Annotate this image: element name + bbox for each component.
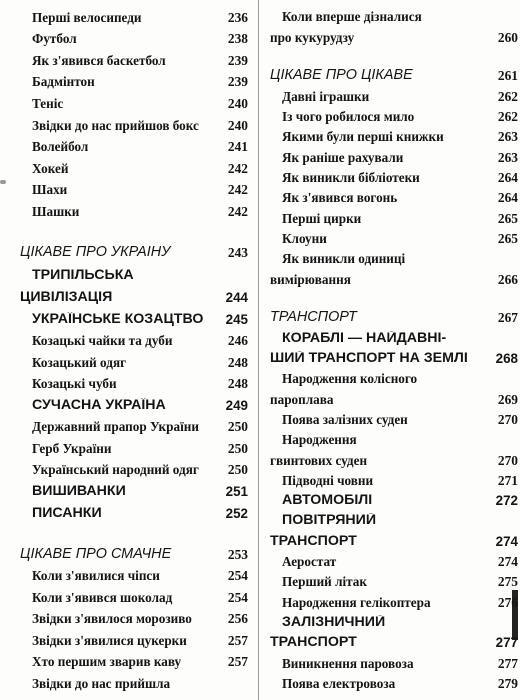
toc-entry [270,85,518,104]
toc-entry [270,388,518,407]
toc-entry [20,437,248,456]
toc-entry [270,347,518,366]
toc-entry-title: Теніс [32,96,64,111]
toc-entry-title: КОРАБЛІ — НАЙДАВНІ- [282,330,447,346]
toc-entry-title: Звідки до нас прийшов бокс [32,117,199,133]
toc-entry [270,227,518,246]
toc-entry-title: Футбол [32,31,77,47]
toc-entry-title: Хокей [32,160,69,176]
toc-entry-title: Перші велосипеди [32,9,142,25]
scan-mark [0,180,6,184]
toc-entry-title: ТРАНСПОРТ [270,310,357,326]
column-divider [258,0,259,700]
toc-entry-title: Аеростат [282,554,337,570]
toc-entry [20,650,248,669]
toc-entry-page: 257 [227,632,248,648]
toc-entry [270,469,518,488]
toc-entry-title: Козацькі чайки та дуби [32,333,173,349]
toc-entry-title: Перший літак [282,574,367,590]
toc-entry-title: Український народний одяг [32,462,199,478]
toc-entry [270,125,518,144]
toc-entry-page: 263 [497,129,518,145]
toc-entry-page: 251 [225,483,248,499]
toc-entry-title: Коли вперше дізналися [282,9,422,25]
toc-entry [20,415,248,434]
toc-entry [20,6,248,25]
toc-entry [20,629,248,648]
toc-entry-page: 266 [497,271,518,287]
toc-entry-page: 272 [495,493,518,509]
toc-entry [270,146,518,165]
toc-entry-title: ЦІКАВЕ ПРО УКРАЇНУ [20,244,171,260]
toc-entry-page: 239 [227,74,248,90]
toc-entry [20,672,248,691]
toc-entry-title: Козацькі чуби [32,376,117,392]
toc-entry [270,26,518,45]
toc-entry-page: 248 [227,376,248,392]
toc-entry-title: Як з'явився баскетбол [32,52,166,68]
toc-entry [270,247,518,266]
toc-entry-title: Якими були перші книжки [282,129,444,145]
toc-entry [270,64,518,83]
toc-entry-page: 270 [497,411,518,427]
toc-entry [270,652,518,671]
toc-entry-page: 274 [495,533,518,549]
toc-entry-page: 262 [497,108,518,124]
toc-entry-title: Народження [282,432,357,448]
toc-entry-page: 264 [497,190,518,206]
toc-entry-page: 262 [497,88,518,104]
toc-entry [270,591,518,610]
toc-entry-title: ЗАЛІЗНИЧНИЙ [282,615,386,631]
toc-entry-page: 263 [497,149,518,165]
toc-entry [20,135,248,154]
toc-entry-page: 241 [227,139,248,155]
toc-entry-page: 248 [227,354,248,370]
toc-entry-page: 277 [495,635,518,651]
toc-entry-title: Козацький одяг [32,354,127,370]
toc-entry-title: Поява електровоза [282,676,396,691]
toc-entry [270,207,518,226]
toc-entry [270,306,518,325]
toc-entry-page: 250 [227,419,248,435]
toc-entry [270,489,518,508]
toc-entry-page: 274 [497,554,518,570]
toc-entry-page: 249 [225,397,248,413]
toc-entry-title: Як з'явився вогонь [282,190,398,206]
toc-entry-page: 260 [497,29,518,45]
toc-entry-title: Хто першим зварив каву [32,654,182,670]
toc-entry-title: Давні іграшки [282,88,370,104]
toc-entry-title: ЦІКАВЕ ПРО СМАЧНЕ [20,546,172,562]
toc-entry [20,502,248,521]
toc-entry [270,611,518,630]
toc-entry-page: 243 [227,244,248,260]
toc-entry-title: Волейбол [32,139,89,155]
toc-entry-title: АВТОМОБІЛІ [282,493,373,509]
toc-entry-page: 256 [227,611,248,627]
toc-entry-title: Бадмінтон [32,74,95,90]
toc-entry-title: ТРИПІЛЬСЬКА [32,268,134,284]
toc-entry-page: 240 [227,96,248,111]
toc-entry [20,264,248,283]
toc-entry-page: 246 [227,333,248,349]
toc-entry-title: ВИШИВАНКИ [32,483,126,499]
toc-entry [20,241,248,260]
toc-entry [270,672,518,691]
toc-entry-title: Народження колісного [282,371,418,387]
toc-entry [20,70,248,89]
toc-entry-page: 277 [497,655,518,671]
toc-entry-title: Шахи [32,182,68,198]
toc-entry-page: 236 [227,9,248,25]
toc-entry [20,308,248,327]
toc-entry [270,166,518,185]
toc-entry-page: 269 [497,391,518,407]
toc-entry-page: 240 [227,117,248,133]
toc-entry [270,570,518,589]
toc-entry-title: СУЧАСНА УКРАЇНА [32,397,166,413]
toc-entry-title: Із чого робилося мило [282,108,415,124]
toc-entry-title: ЦИВІЛІЗАЦІЯ [20,289,113,305]
toc-entry-page: 275 [497,574,518,590]
toc-entry-page: 245 [225,311,248,327]
toc-entry [20,200,248,219]
toc-entry-title: Коли з'явилися чіпси [32,568,160,584]
toc-entry [20,27,248,46]
toc-entry-page: 271 [497,472,518,488]
toc-entry-page: 253 [227,546,248,562]
toc-entry-title: Виникнення паровоза [282,655,414,671]
toc-entry [270,268,518,287]
toc-entry [20,564,248,583]
toc-entry-title: Як раніше рахували [282,149,404,165]
toc-entry-page: 265 [497,230,518,246]
toc-entry [20,458,248,477]
toc-entry-title: ШИЙ ТРАНСПОРТ НА ЗЕМЛІ [270,350,468,366]
toc-entry [20,157,248,176]
toc-entry [270,327,518,346]
toc-entry [270,449,518,468]
toc-entry-page: 254 [227,568,248,584]
toc-entry-title: Звідки до нас прийшла [32,676,171,691]
toc-entry [20,286,248,305]
toc-entry [270,550,518,569]
toc-entry-page: 270 [497,452,518,468]
toc-entry-title: гвинтових суден [270,452,368,468]
toc-entry-page: 261 [497,68,518,84]
toc-entry-title: Як виникли одиниці [282,251,406,267]
toc-entry-page: 250 [227,440,248,456]
toc-entry-title: про кукурудзу [270,29,355,45]
toc-entry-title: УКРАЇНСЬКЕ КОЗАЦТВО [32,311,204,327]
toc-entry-title: ПИСАНКИ [32,505,102,521]
toc-entry-page: 257 [227,654,248,670]
toc-entry-title: пароплава [270,391,334,407]
toc-entry [270,530,518,549]
toc-entry [20,586,248,605]
toc-entry [20,480,248,499]
toc-entry-title: вимірювання [270,271,351,287]
toc-entry [20,351,248,370]
toc-entry [20,394,248,413]
toc-entry-title: Звідки з'явилося морозиво [32,611,192,627]
toc-entry [270,367,518,386]
toc-entry [270,186,518,205]
toc-entry [20,329,248,348]
toc-entry [270,631,518,650]
toc-entry-title: ТРАНСПОРТ [270,533,357,549]
toc-entry [270,5,518,24]
toc-entry-title: Перші цирки [282,210,362,226]
toc-entry-page: 238 [227,31,248,47]
toc-entry-page: 250 [227,462,248,478]
toc-entry [20,178,248,197]
toc-entry-page: 242 [227,160,248,176]
toc-entry-page: 244 [225,289,248,305]
toc-entry [20,114,248,133]
toc-entry-page: 265 [497,210,518,226]
toc-entry [270,428,518,447]
toc-entry [20,92,248,111]
toc-entry-title: Герб України [32,440,112,456]
toc-entry [20,372,248,391]
toc-entry [270,509,518,528]
toc-entry-page: 239 [227,52,248,68]
toc-entry-title: Клоуни [282,230,327,246]
toc-entry [20,49,248,68]
toc-entry-page: 276 [497,594,518,610]
toc-entry-title: Підводні човни [282,472,374,488]
toc-entry-page: 268 [495,350,518,366]
toc-entry [20,607,248,626]
toc-entry-title: Народження гелікоптера [282,594,431,610]
toc-entry-page: 279 [497,676,518,691]
toc-entry-title: ПОВІТРЯНИЙ [282,513,377,529]
toc-entry-page: 267 [497,310,518,326]
toc-entry-page: 242 [227,182,248,198]
toc-entry-title: Звідки з'явилися цукерки [32,632,187,648]
toc-entry-title: Як виникли бібліотеки [282,169,420,185]
toc-entry-title: Державний прапор України [32,419,199,435]
toc-entry [270,408,518,427]
toc-entry-page: 252 [225,505,248,521]
toc-entry-title: ЦІКАВЕ ПРО ЦІКАВЕ [270,68,413,84]
toc-entry-page: 242 [227,203,248,219]
toc-entry-title: Поява залізних суден [282,411,408,427]
toc-entry-title: Шашки [32,203,80,219]
toc-entry-page: 264 [497,169,518,185]
toc-entry [270,105,518,124]
toc-entry-title: ТРАНСПОРТ [270,635,357,651]
toc-entry-title: Коли з'явився шоколад [32,589,173,605]
toc-entry-page: 254 [227,589,248,605]
toc-entry [20,543,248,562]
